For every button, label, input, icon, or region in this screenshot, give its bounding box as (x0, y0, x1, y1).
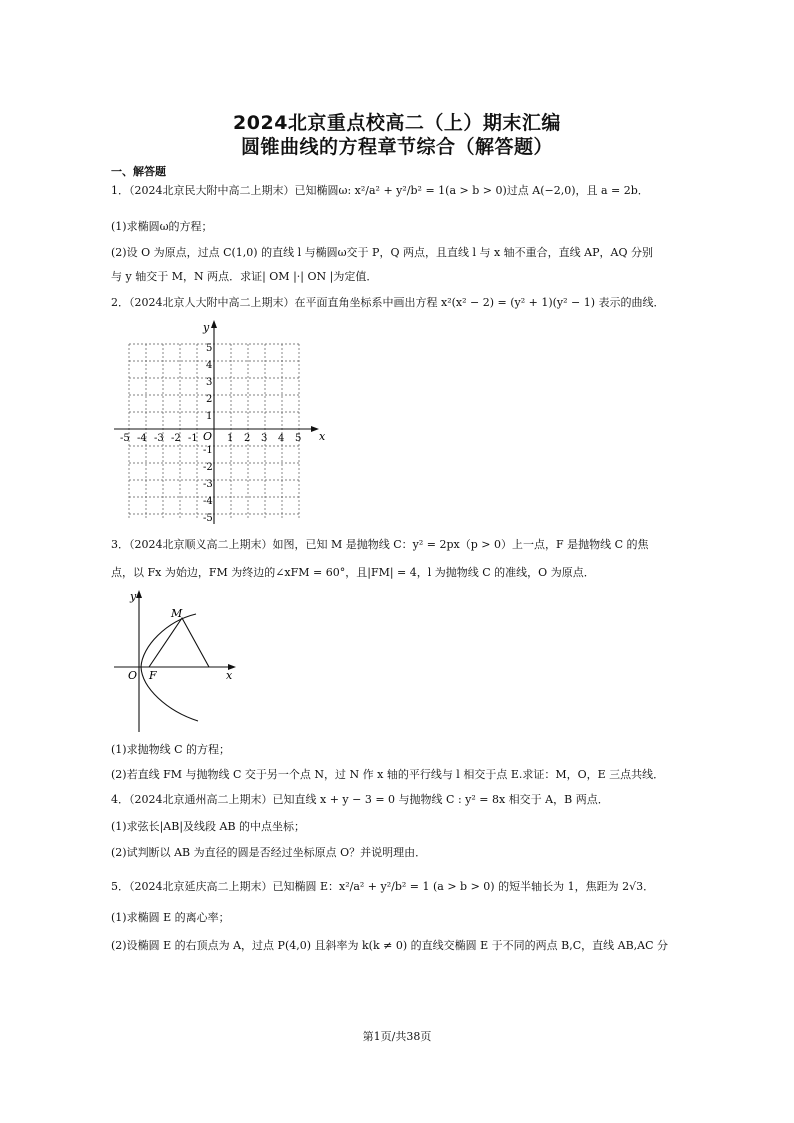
y-tick-label: -1 (203, 445, 213, 456)
coordinate-grid-figure (112, 318, 327, 528)
page-subtitle: 圆锥曲线的方程章节综合（解答题） (240, 136, 553, 158)
x-tick-label: -5 (120, 433, 130, 444)
y-tick-label: -5 (203, 513, 213, 524)
problem-1-part-1: (1)求椭圆ω的方程； (111, 220, 213, 233)
x-axis-label: x (226, 669, 233, 682)
parabola-figure (112, 586, 242, 734)
problem-3-stem: 3．（2024北京顺义高二上期末）如图，已知 M 是抛物线 C：y² = 2px（p > 0）上一点，F 是抛物线 C 的焦 (111, 538, 649, 551)
problem-3-part-2: (2)若直线 FM 与抛物线 C 交于另一个点 N，过 N 作 x 轴的平行线与 l 相交于点 E.求证：M，O，E 三点共线． (111, 768, 665, 781)
x-tick-label: 3 (261, 433, 268, 444)
y-tick-label: 2 (206, 394, 213, 405)
problem-5-part-1: (1)求椭圆 E 的离心率； (111, 911, 230, 924)
y-tick-label: 4 (206, 360, 213, 371)
y-axis-label: y (203, 321, 210, 334)
y-tick-label: -4 (203, 496, 213, 507)
point-m-label: M (171, 607, 183, 620)
page-footer: 第1页/共38页 (362, 1030, 432, 1043)
x-tick-label: 2 (244, 433, 251, 444)
y-tick-label: -2 (203, 462, 213, 473)
problem-4-part-1: (1)求弦长|AB|及线段 AB 的中点坐标； (111, 820, 306, 833)
focus-label: F (149, 669, 157, 682)
problem-1-part-2: (2)设 O 为原点，过点 C(1,0) 的直线 l 与椭圆ω交于 P，Q 两点，且直线 l 与 x 轴不重合，直线 AP，AQ 分别 (111, 246, 653, 259)
problem-5-stem: 5．（2024北京延庆高二上期末）已知椭圆 E：x²/a² + y²/b² = 1 (a > b > 0) 的短半轴长为 1，焦距为 2√3． (111, 880, 655, 893)
y-tick-label: 1 (206, 411, 213, 422)
problem-4-part-2: (2)试判断以 AB 为直径的圆是否经过坐标原点 O？并说明理由． (111, 846, 427, 859)
problem-4-stem: 4．（2024北京通州高二上期末）已知直线 x + y − 3 = 0 与抛物线 C : y² = 8x 相交于 A，B 两点． (111, 793, 609, 806)
y-axis-label: y (130, 590, 137, 603)
origin-label: O (128, 669, 138, 682)
x-tick-label: -1 (188, 433, 198, 444)
x-tick-label: 4 (278, 433, 285, 444)
y-tick-label: 3 (206, 377, 213, 388)
problem-2-stem: 2．（2024北京人大附中高二上期末）在平面直角坐标系中画出方程 x²(x² − 2) = (y² + 1)(y² − 1) 表示的曲线． (111, 296, 665, 309)
y-tick-label: 5 (206, 343, 213, 354)
problem-1-part-2-cont: 与 y 轴交于 M，N 两点．求证| OM |·| ON |为定值． (111, 270, 378, 283)
problem-3-stem-cont: 点，以 Fx 为始边，FM 为终边的∠xFM = 60°，且|FM| = 4，l 为抛物线 C 的准线，O 为原点． (111, 566, 595, 579)
x-tick-label: 5 (295, 433, 302, 444)
x-tick-label: -2 (171, 433, 181, 444)
problem-3-part-1: (1)求抛物线 C 的方程； (111, 743, 230, 756)
x-tick-label: -4 (137, 433, 147, 444)
x-tick-label: 1 (227, 433, 234, 444)
x-tick-label: -3 (154, 433, 164, 444)
problem-5-part-2: (2)设椭圆 E 的右顶点为 A，过点 P(4,0) 且斜率为 k(k ≠ 0) 的直线交椭圆 E 于不同的两点 B,C，直线 AB,AC 分 (111, 939, 669, 952)
section-heading: 一、解答题 (111, 165, 166, 178)
problem-1-stem: 1．（2024北京民大附中高二上期末）已知椭圆ω: x²/a² + y²/b² = 1(a > b > 0)过点 A(−2,0)，且 a = 2b． (111, 184, 649, 197)
triangle-fm (149, 618, 209, 667)
x-axis-label: x (319, 430, 326, 443)
origin-label: O (203, 430, 213, 443)
page-title: 2024北京重点校高二（上）期末汇编 (233, 112, 561, 134)
y-tick-label: -3 (203, 479, 213, 490)
